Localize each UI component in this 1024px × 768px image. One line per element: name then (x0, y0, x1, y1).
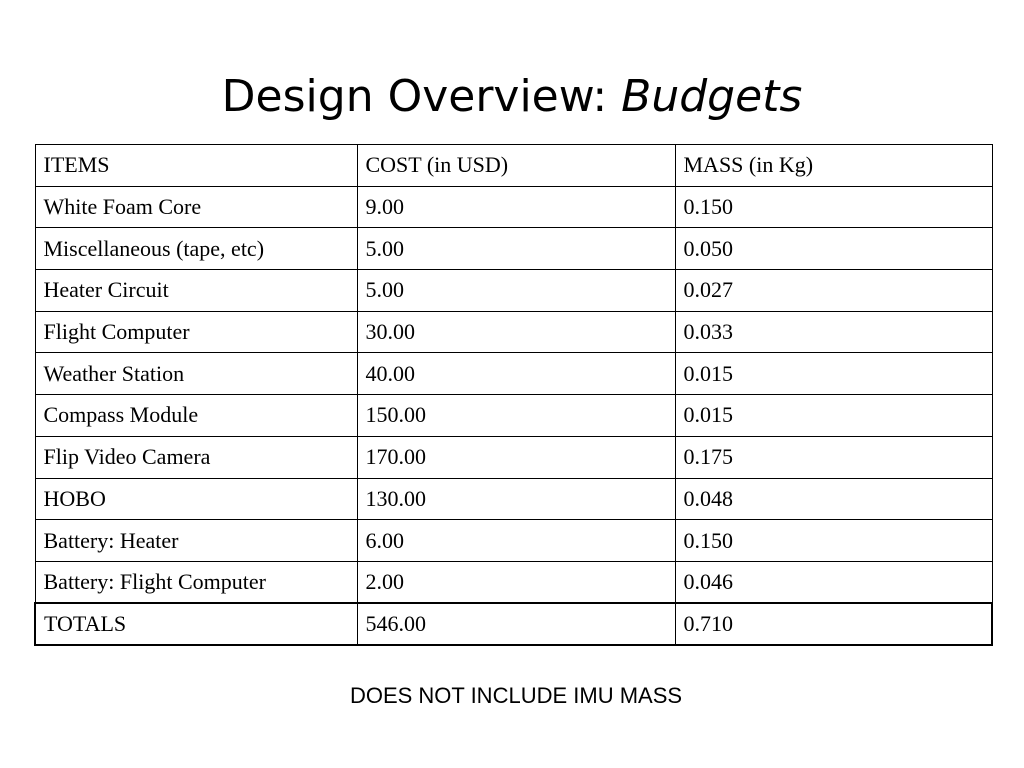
item-cell: Miscellaneous (tape, etc) (35, 228, 357, 270)
mass-cell: 0.150 (675, 520, 992, 562)
totals-row (35, 603, 992, 645)
cost-cell: 6.00 (357, 520, 675, 562)
budget-table (34, 144, 993, 646)
cost-cell: 30.00 (357, 311, 675, 353)
mass-cell: 0.015 (675, 395, 992, 437)
table-row (35, 561, 992, 603)
item-cell: Compass Module (35, 395, 357, 437)
total-cost: 546.00 (357, 603, 675, 645)
mass-cell: 0.033 (675, 311, 992, 353)
item-cell: Flip Video Camera (35, 436, 357, 478)
item-cell: Battery: Heater (35, 520, 357, 562)
cost-cell: 40.00 (357, 353, 675, 395)
table-row (35, 270, 992, 312)
mass-cell: 0.150 (675, 186, 992, 228)
table-row (35, 478, 992, 520)
slide-title (0, 66, 1024, 128)
mass-cell: 0.027 (675, 270, 992, 312)
slide-title-emphasis: Budgets (621, 71, 803, 122)
table-row (35, 311, 992, 353)
table-row (35, 395, 992, 437)
cost-cell: 5.00 (357, 270, 675, 312)
header-items: ITEMS (35, 145, 357, 187)
mass-cell: 0.046 (675, 561, 992, 603)
table-row (35, 228, 992, 270)
header-mass: MASS (in Kg) (675, 145, 992, 187)
table-row (35, 520, 992, 562)
totals-label: TOTALS (35, 603, 357, 645)
item-cell: Battery: Flight Computer (35, 561, 357, 603)
table-row (35, 186, 992, 228)
table-row (35, 436, 992, 478)
item-cell: White Foam Core (35, 186, 357, 228)
mass-cell: 0.175 (675, 436, 992, 478)
cost-cell: 2.00 (357, 561, 675, 603)
cost-cell: 130.00 (357, 478, 675, 520)
table-header-row (35, 145, 992, 187)
item-cell: Flight Computer (35, 311, 357, 353)
total-mass: 0.710 (675, 603, 992, 645)
header-cost: COST (in USD) (357, 145, 675, 187)
mass-cell: 0.048 (675, 478, 992, 520)
cost-cell: 9.00 (357, 186, 675, 228)
item-cell: Heater Circuit (35, 270, 357, 312)
cost-cell: 170.00 (357, 436, 675, 478)
cost-cell: 5.00 (357, 228, 675, 270)
mass-cell: 0.015 (675, 353, 992, 395)
footnote: DOES NOT INCLUDE IMU MASS (349, 683, 683, 708)
item-cell: Weather Station (35, 353, 357, 395)
table-row (35, 353, 992, 395)
slide-title-main: Design Overview: (221, 71, 622, 122)
mass-cell: 0.050 (675, 228, 992, 270)
item-cell: HOBO (35, 478, 357, 520)
cost-cell: 150.00 (357, 395, 675, 437)
